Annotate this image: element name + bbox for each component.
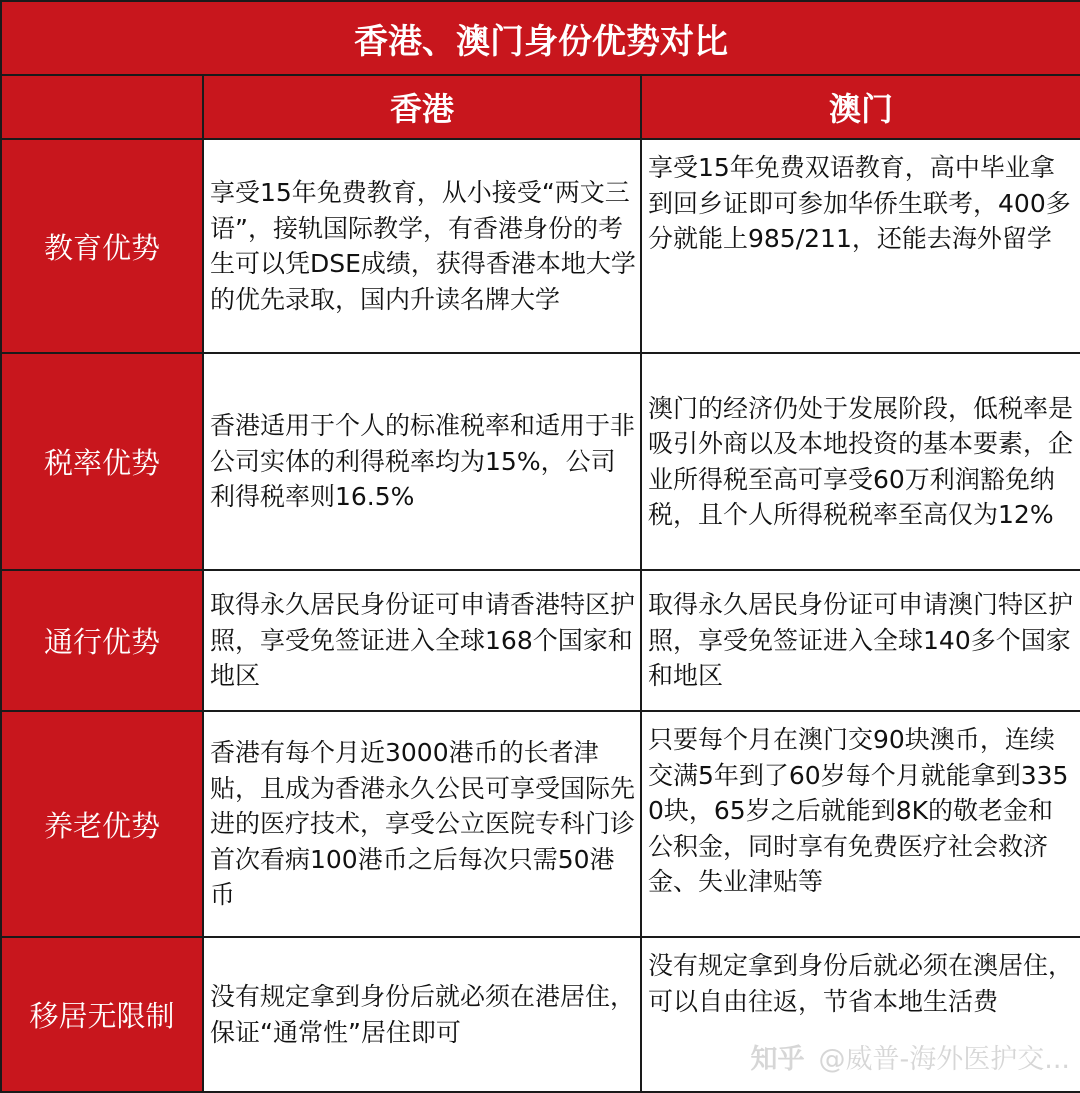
zhihu-logo: 知乎	[750, 1043, 805, 1075]
row-label-tax: 税率优势	[1, 353, 203, 570]
hongkong-tax-cell: 香港适用于个人的标准税率和适用于非公司实体的利得税率均为15%，公司利得税率则16.5%	[203, 353, 641, 570]
column-header-hongkong: 香港	[203, 75, 641, 139]
macau-education-cell: 享受15年免费双语教育，高中毕业拿到回乡证即可参加华侨生联考，400多分就能上985/211，还能去海外留学	[641, 139, 1080, 353]
table-row	[1, 353, 1080, 570]
hongkong-pension-cell: 香港有每个月近3000港币的长者津贴，且成为香港永久公民可享受国际先进的医疗技术，享受公立医院专科门诊首次看病100港币之后每次只需50港币	[203, 711, 641, 937]
macau-residency-text: 没有规定拿到身份后就必须在澳居住，可以自由往返，节省本地生活费	[648, 951, 1074, 1016]
macau-tax-cell: 澳门的经济仍处于发展阶段，低税率是吸引外商以及本地投资的基本要素，企业所得税至高可享受60万利润豁免纳税，且个人所得税税率至高仅为12%	[641, 353, 1080, 570]
table-title: 香港、澳门身份优势对比	[1, 1, 1080, 75]
hongkong-residency-cell: 没有规定拿到身份后就必须在港居住，保证“通常性”居住即可	[203, 937, 641, 1092]
row-label-pension: 养老优势	[1, 711, 203, 937]
hongkong-travel-cell: 取得永久居民身份证可申请香港特区护照，享受免签证进入全球168个国家和地区	[203, 570, 641, 711]
hongkong-education-cell: 享受15年免费教育，从小接受“两文三语”，接轨国际教学，有香港身份的考生可以凭DSE成绩，获得香港本地大学的优先录取，国内升读名牌大学	[203, 139, 641, 353]
row-label-education: 教育优势	[1, 139, 203, 353]
macau-pension-cell: 只要每个月在澳门交90块澳币，连续交满5年到了60岁每个月就能拿到3350块，65岁之后就能到8K的敬老金和公积金，同时享有免费医疗社会救济金、失业津贴等	[641, 711, 1080, 937]
row-label-residency: 移居无限制	[1, 937, 203, 1092]
table-row	[1, 570, 1080, 711]
row-label-travel: 通行优势	[1, 570, 203, 711]
table-row	[1, 937, 1080, 1092]
table-row	[1, 711, 1080, 937]
watermark-author: @威普-海外医护交...	[818, 1043, 1071, 1075]
zhihu-watermark	[751, 1042, 1071, 1078]
table-row	[1, 139, 1080, 353]
corner-cell	[1, 75, 203, 139]
macau-travel-cell: 取得永久居民身份证可申请澳门特区护照，享受免签证进入全球140多个国家和地区	[641, 570, 1080, 711]
macau-residency-cell	[641, 937, 1080, 1092]
column-header-macau: 澳门	[641, 75, 1080, 139]
